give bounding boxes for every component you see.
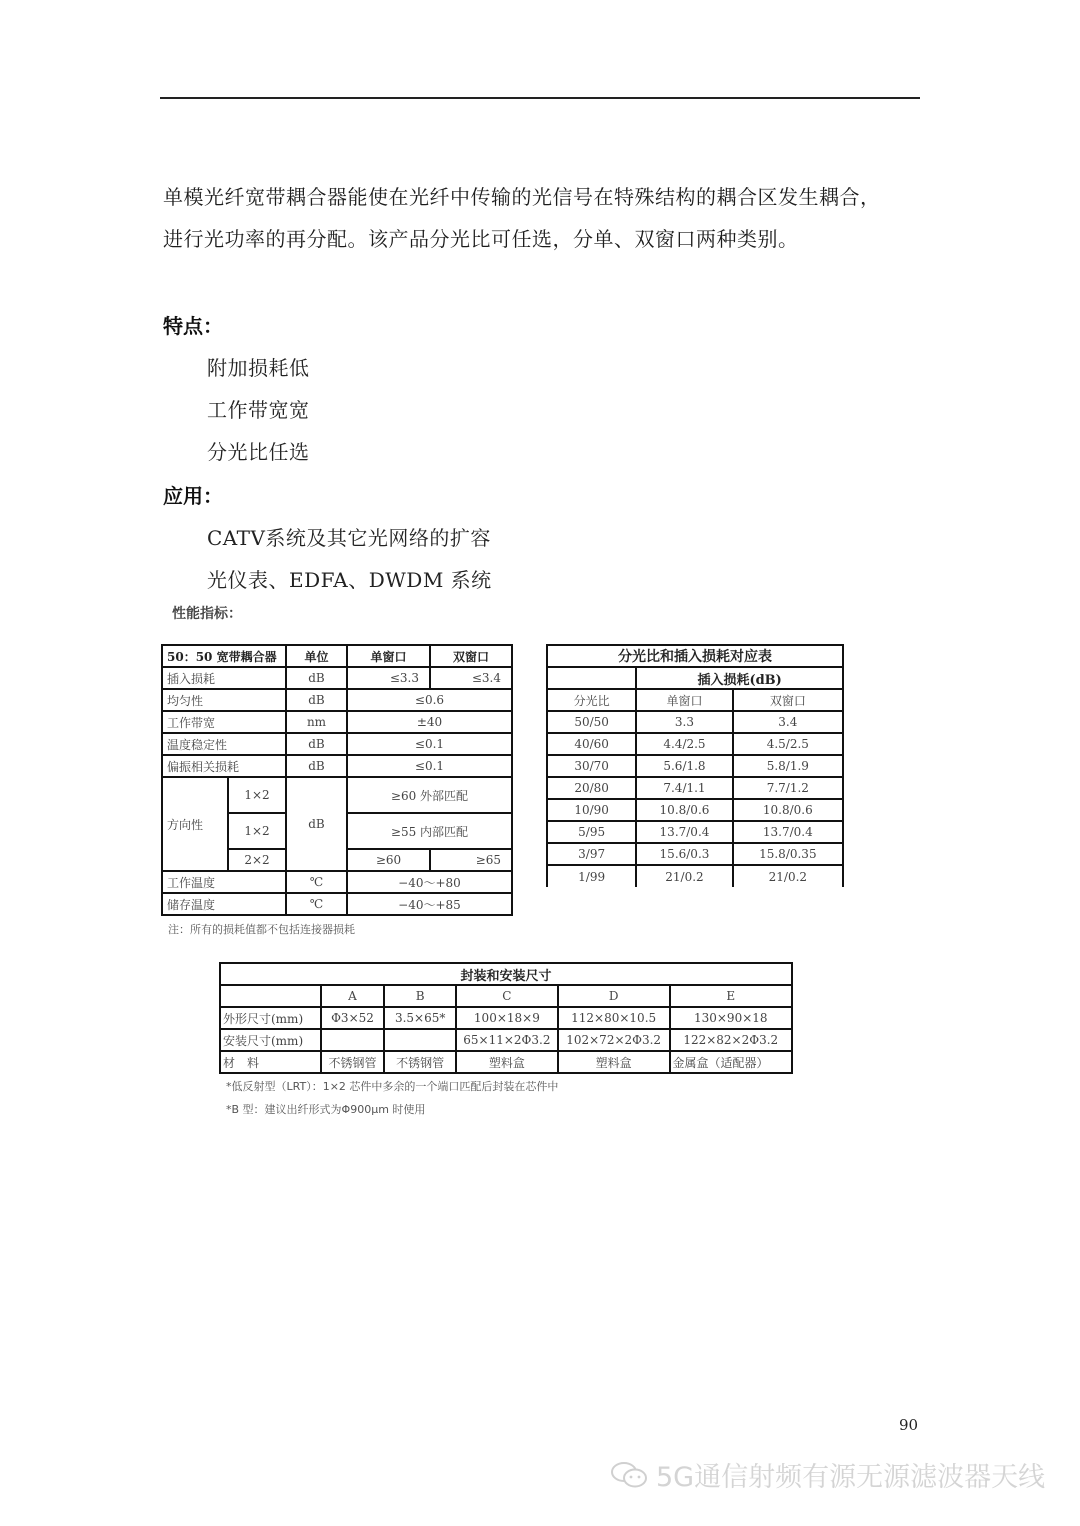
table-row (547, 843, 843, 865)
value-cell: ±40 (347, 711, 512, 733)
table-header-row (220, 985, 792, 1007)
column-header: 分光比 (547, 689, 636, 711)
group-header: 插入损耗(dB) (636, 667, 843, 689)
intro-paragraph (163, 176, 923, 260)
application-item: CATV系统及其它光网络的扩容 (207, 526, 491, 550)
unit-cell: dB (286, 667, 347, 689)
cell: 102×72×2Φ3.2 (558, 1029, 670, 1051)
value-cell: ≤0.1 (347, 755, 512, 777)
param-cell: 储存温度 (162, 893, 286, 915)
spec-table-note: 注：所有的损耗值都不包括连接器损耗 (168, 923, 355, 936)
value-cell: ≤3.4 (430, 667, 512, 689)
type-cell: 1×2 (228, 777, 286, 813)
ratio-cell: 3/97 (547, 843, 636, 865)
dual-window-cell: 15.8/0.35 (733, 843, 843, 865)
type-cell: 1×2 (228, 813, 286, 849)
row-label: 外形尺寸(mm) (220, 1007, 321, 1029)
ratio-cell: 40/60 (547, 733, 636, 755)
ratio-cell: 5/95 (547, 821, 636, 843)
table-row (162, 689, 512, 711)
dual-window-cell: 7.7/1.2 (733, 777, 843, 799)
cell: 100×18×9 (456, 1007, 558, 1029)
column-header: A (321, 985, 385, 1007)
dual-window-cell: 21/0.2 (733, 865, 843, 887)
table-title-row (547, 645, 843, 667)
cell: 65×11×2Φ3.2 (456, 1029, 558, 1051)
unit-cell: ℃ (286, 871, 347, 893)
split-ratio-table (546, 644, 844, 887)
column-header (220, 985, 321, 1007)
dual-window-cell: 5.8/1.9 (733, 755, 843, 777)
unit-cell: nm (286, 711, 347, 733)
empty-cell (547, 667, 636, 689)
single-window-cell: 3.3 (636, 711, 732, 733)
ratio-cell: 1/99 (547, 865, 636, 887)
package-note: *B 型：建议出纤形式为Φ900μm 时使用 (226, 1103, 426, 1116)
value-cell: −40～+80 (347, 871, 512, 893)
spec-table (161, 644, 513, 916)
column-header: 单位 (286, 645, 347, 667)
cell (384, 1029, 456, 1051)
param-cell: 工作带宽 (162, 711, 286, 733)
cell: 塑料盒 (456, 1051, 558, 1073)
column-header: C (456, 985, 558, 1007)
column-header: D (558, 985, 670, 1007)
cell: Φ3×52 (321, 1007, 385, 1029)
watermark-text: 5G通信射频有源无源滤波器天线 (656, 1462, 1046, 1493)
cell: 130×90×18 (670, 1007, 792, 1029)
table-row (162, 893, 512, 915)
table-header-row (162, 645, 512, 667)
unit-cell: dB (286, 689, 347, 711)
unit-cell: ℃ (286, 893, 347, 915)
column-header: 单窗口 (636, 689, 732, 711)
dual-window-cell: 4.5/2.5 (733, 733, 843, 755)
ratio-cell: 50/50 (547, 711, 636, 733)
table-title: 分光比和插入损耗对应表 (547, 645, 843, 667)
value-cell: ≥60 (347, 849, 430, 871)
wechat-icon (610, 1460, 650, 1490)
table-row (547, 821, 843, 843)
table-row (220, 1029, 792, 1051)
column-header: 双窗口 (430, 645, 512, 667)
table-title: 封装和安装尺寸 (220, 963, 792, 985)
table-row (162, 871, 512, 893)
value-cell: ≤3.3 (347, 667, 430, 689)
single-window-cell: 7.4/1.1 (636, 777, 732, 799)
column-header: 单窗口 (347, 645, 430, 667)
cell: 3.5×65* (384, 1007, 456, 1029)
value-cell: −40～+85 (347, 893, 512, 915)
table-row (162, 733, 512, 755)
param-cell: 插入损耗 (162, 667, 286, 689)
unit-cell: dB (286, 777, 347, 871)
value-cell: ≥65 (430, 849, 512, 871)
feature-item: 附加损耗低 (207, 356, 310, 380)
column-header: 双窗口 (733, 689, 843, 711)
table-row (547, 711, 843, 733)
param-cell: 偏振相关损耗 (162, 755, 286, 777)
value-cell: ≥60 外部匹配 (347, 777, 512, 813)
single-window-cell: 21/0.2 (636, 865, 732, 887)
value-cell: ≥55 内部匹配 (347, 813, 512, 849)
table-row (547, 799, 843, 821)
table-row (220, 1007, 792, 1029)
table-row (547, 755, 843, 777)
table-row (547, 777, 843, 799)
ratio-cell: 30/70 (547, 755, 636, 777)
intro-line-2: 进行光功率的再分配。该产品分光比可任选，分单、双窗口两种类别。 (163, 227, 799, 251)
dual-window-cell: 13.7/0.4 (733, 821, 843, 843)
table-row (162, 667, 512, 689)
value-cell: ≤0.6 (347, 689, 512, 711)
column-header: E (670, 985, 792, 1007)
single-window-cell: 10.8/0.6 (636, 799, 732, 821)
table-row (220, 1051, 792, 1073)
param-cell: 方向性 (162, 777, 228, 871)
cell: 122×82×2Φ3.2 (670, 1029, 792, 1051)
cell: 不锈钢管 (321, 1051, 385, 1073)
dual-window-cell: 3.4 (733, 711, 843, 733)
watermark (610, 1455, 1045, 1494)
unit-cell: dB (286, 733, 347, 755)
feature-item: 分光比任选 (207, 440, 310, 464)
ratio-cell: 20/80 (547, 777, 636, 799)
application-item: 光仪表、EDFA、DWDM 系统 (207, 568, 492, 592)
table-title-row (220, 963, 792, 985)
param-cell: 均匀性 (162, 689, 286, 711)
single-window-cell: 15.6/0.3 (636, 843, 732, 865)
row-label: 材 料 (220, 1051, 321, 1073)
cell: 金属盒（适配器） (670, 1051, 792, 1073)
column-header: 50：50 宽带耦合器 (162, 645, 286, 667)
single-window-cell: 5.6/1.8 (636, 755, 732, 777)
type-cell: 2×2 (228, 849, 286, 871)
cell (321, 1029, 385, 1051)
features-heading: 特点： (163, 314, 223, 338)
table-row (162, 777, 512, 813)
row-label: 安装尺寸(mm) (220, 1029, 321, 1051)
ratio-cell: 10/90 (547, 799, 636, 821)
cell: 塑料盒 (558, 1051, 670, 1073)
cell: 不锈钢管 (384, 1051, 456, 1073)
table-row (162, 755, 512, 777)
dual-window-cell: 10.8/0.6 (733, 799, 843, 821)
table-row (162, 711, 512, 733)
package-dimension-table (219, 962, 793, 1074)
intro-line-1: 单模光纤宽带耦合器能使在光纤中传输的光信号在特殊结构的耦合区发生耦合， (163, 185, 881, 209)
single-window-cell: 13.7/0.4 (636, 821, 732, 843)
table-header-row (547, 689, 843, 711)
single-window-cell: 4.4/2.5 (636, 733, 732, 755)
column-header: B (384, 985, 456, 1007)
value-cell: ≤0.1 (347, 733, 512, 755)
applications-heading: 应用： (163, 484, 223, 508)
performance-label: 性能指标： (172, 606, 242, 622)
unit-cell: dB (286, 755, 347, 777)
package-note: *低反射型（LRT）：1×2 芯件中多余的一个端口匹配后封装在芯件中 (226, 1080, 559, 1093)
page-number: 90 (899, 1416, 919, 1434)
header-rule (160, 97, 920, 99)
table-row (547, 865, 843, 887)
table-row (547, 733, 843, 755)
param-cell: 温度稳定性 (162, 733, 286, 755)
cell: 112×80×10.5 (558, 1007, 670, 1029)
param-cell: 工作温度 (162, 871, 286, 893)
feature-item: 工作带宽宽 (207, 398, 310, 422)
table-group-header-row (547, 667, 843, 689)
